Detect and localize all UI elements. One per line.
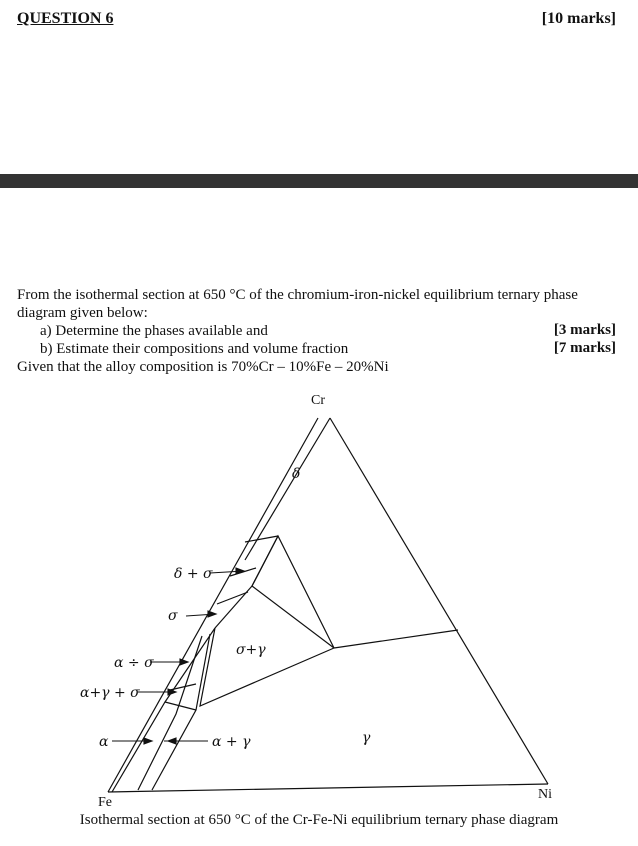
alpha-boundary-left [112,628,215,792]
region-alpha-gamma-label: α + γ [212,734,251,750]
vertex-fe-label: Fe [98,795,112,810]
alpha-tie-line-2 [170,684,196,690]
edge-fe-ni [108,784,548,792]
region-delta-label: δ [292,466,301,482]
vertex-cr-label: Cr [311,393,325,408]
sigma-gamma-lower [252,586,334,648]
tie-line-2 [217,592,248,604]
alpha-tie-line [165,702,196,710]
figure-caption: Isothermal section at 650 °C of the Cr-Fe-Ni equilibrium ternary phase diagram [79,812,559,828]
region-alpha-sigma-label: α ÷ σ [114,655,154,671]
alloy-composition: Given that the alloy composition is 70%Cr – 10%Fe – 20%Ni [17,359,389,375]
part-b-text: b) Estimate their compositions and volume fraction [40,341,349,357]
delta-boundary [245,418,330,560]
section-divider [0,174,638,188]
question-intro: From the isothermal section at 650 °C of the chromium-iron-nickel equilibrium ternary phase diagram given below: [17,287,578,321]
question-marks: [10 marks] [541,10,616,27]
question-title: QUESTION 6 [17,10,114,27]
alpha-gamma-sigma-boundary [200,628,334,706]
region-sigma-gamma-label: σ+γ [236,642,266,658]
sigma-gamma-upper [252,536,334,648]
region-alpha-gamma-sigma-label: α+γ + σ [80,685,140,701]
region-sigma-label: σ [168,608,178,624]
alpha-gamma-boundary [152,634,210,790]
gamma-sigma-boundary [334,630,458,648]
region-gamma-label: γ [362,730,371,746]
region-alpha-label: α [99,734,109,750]
part-a-marks: [3 marks] [553,322,616,338]
ternary-phase-diagram [0,380,638,820]
region-delta-sigma-label: δ + σ [174,566,213,582]
part-b-marks: [7 marks] [553,340,616,356]
vertex-ni-label: Ni [538,787,552,802]
part-a-text: a) Determine the phases available and [40,323,268,339]
